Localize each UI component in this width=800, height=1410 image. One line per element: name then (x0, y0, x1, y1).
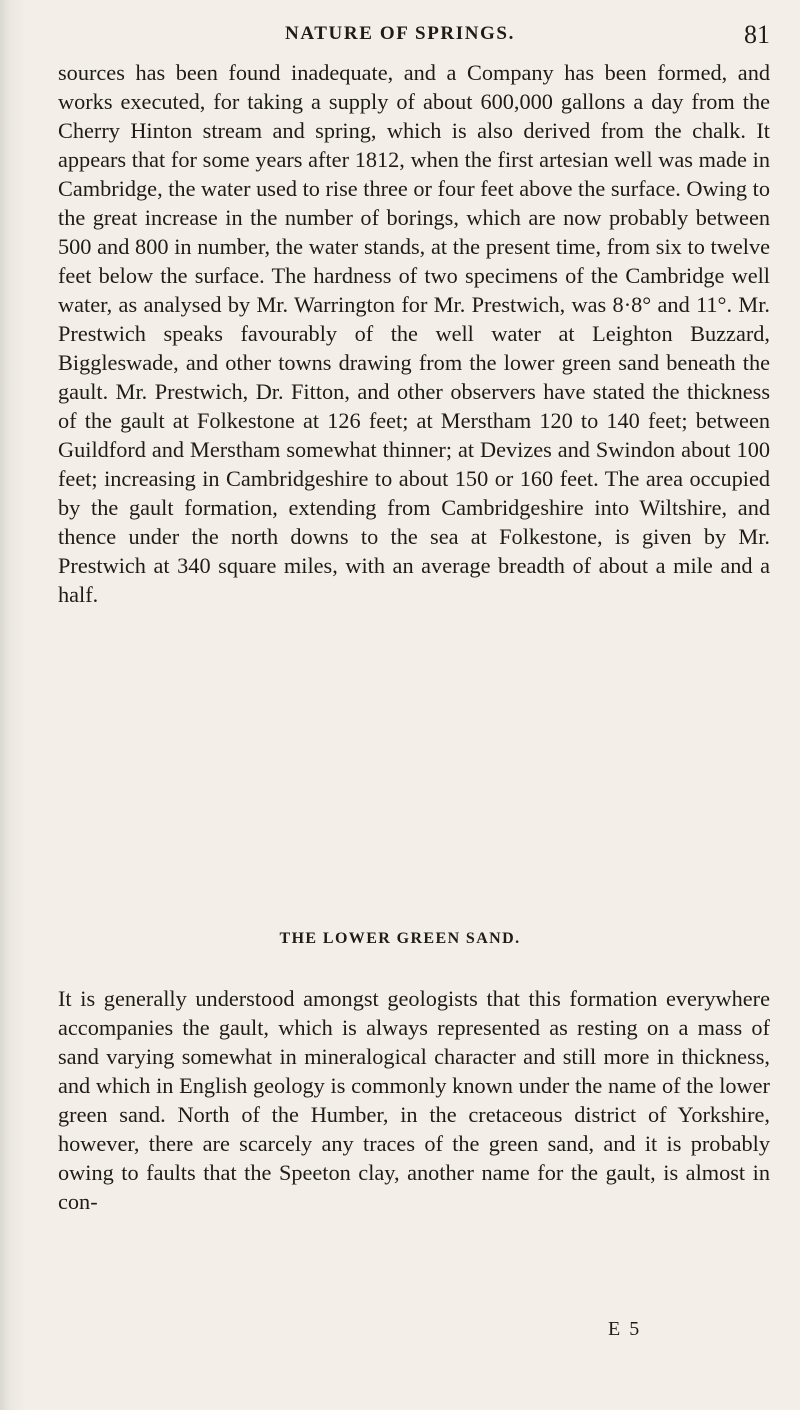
running-title: NATURE OF SPRINGS. (285, 23, 515, 44)
signature-mark: E 5 (608, 1318, 642, 1340)
body-paragraph-2: It is generally understood amongst geologists that this formation everywhere accompanies the gault, which is always represented as resting on a mass of sand varying somewhat in mineralogical character and still more in thickness, and which in English geology is commonly known under the name of the lower green sand. North of the Humber, in the cretaceous district of Yorkshire, however, there are scarcely any traces of the green sand, and it is probably owing to faults that the Speeton clay, another name for the gault, is almost in con- (58, 986, 770, 1214)
page-number: 81 (744, 20, 770, 49)
section-heading: THE LOWER GREEN SAND. (279, 930, 521, 947)
body-paragraph-1: sources has been found inadequate, and a Company has been formed, and works executed, for taking a supply of about 600,000 gallons a day from the Cherry Hinton stream and spring, which is also derived from the chalk. It appears that for some years after 1812, when the first artesian well was made in Cambridge, the water used to rise three or four feet above the surface. Owing to the great increase in the number of borings, which are now probably between 500 and 800 in number, the water stands, at the present time, from six to twelve feet below the surface. The hardness of two specimens of the Cambridge well water, as analysed by Mr. Warrington for Mr. Prestwich, was 8·8° and 11°. Mr. Prestwich speaks favourably of the well water at Leighton Buzzard, Biggleswade, and other towns drawing from the lower green sand beneath the gault. Mr. Prestwich, Dr. Fitton, and other observers have stated the thickness of the gault at Folkestone at 126 feet; at Merstham 120 to 140 feet; between Guildford and Merstham somewhat thinner; at Devizes and Swindon about 100 feet; increasing in Cambridgeshire to about 150 or 160 feet. The area occupied by the gault formation, extending from Cambridgeshire into Wiltshire, and thence under the north downs to the sea at Folkestone, is given by Mr. Prestwich at 340 square miles, with an average breadth of about a mile and a half. (58, 60, 770, 607)
running-head (0, 20, 800, 54)
